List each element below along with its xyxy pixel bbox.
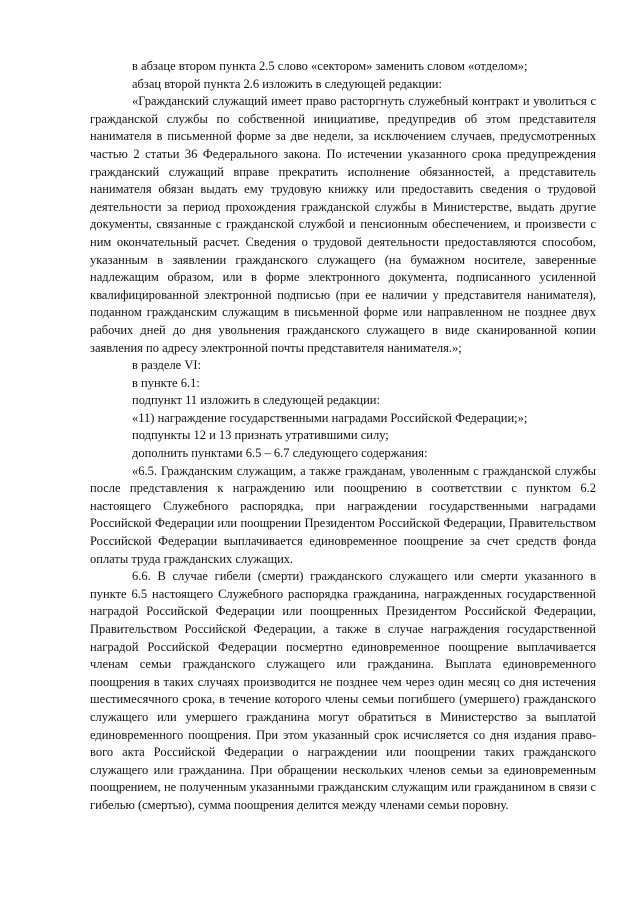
paragraph-add-6-5-6-7: дополнить пунктами 6.5 – 6.7 следующего содержания: [132, 446, 428, 461]
paragraph-section-vi: в разделе VI: [132, 358, 202, 373]
document-page [90, 58, 596, 815]
paragraph-amend-2-5: в абзаце втором пункта 2.5 слово «сектором» заменить словом «отделом»; [132, 59, 528, 73]
paragraph-subpoints-12-13: подпункты 12 и 13 признать утратившими силу; [132, 428, 389, 443]
paragraph-amend-2-6: абзац второй пункта 2.6 изложить в следующей редакции: [132, 76, 442, 91]
paragraph-quote-6-5: «6.5. Гражданским служащим, а также гражданам, уволенным с гражданской службы после представления к награждению или поощрению в соответствии с пунктом 6.2 настоящего Служебного распорядка, при награждении государственными наградами Российской Федерации или поощрении Президентом Российской Федерации, Правительством Российской Федерации выплачивается единовременное поощрение за счет средств фонда оплаты труда гражданских служащих. [90, 463, 596, 566]
paragraph-point-6-1: в пункте 6.1: [132, 375, 200, 390]
paragraph-subpoint-11: подпункт 11 изложить в следующей редакции: [132, 393, 380, 408]
paragraph-quote-dismissal: «Гражданский служащий имеет право расторгнуть служебный контракт и уволиться с гражданской службы по собственной инициативе, предупредив об этом представителя нанимателя в письменной форме за две недели, за исключением случаев, предусмотренных частью 2 статьи 36 Федерального закона. По истечении указанного срока предупреждения гражданский служащий вправе прекратить исполнение обязанностей, а представитель нанимателя обязан выдать ему трудовую книжку или предоставить сведения о трудовой деятельности за период прохождения гражданской службы в Министерстве, выдать другие документы, связанные с гражданской службой и пенсионным обеспечением, и произвести с ним окончательный расчет. Сведения о трудовой деятельности предоставляются способом, указанным в заявлении гражданского служащего (на бумажном носителе, заверенные надлежащим образом, или в форме электронного документа, подписанного усиленной квалифицированной электронной подписью (при ее наличии у представителя нанимателя), поданном гражданским служащим в письменной форме или направленном не позднее двух рабочих дней до дня увольнения гражданского служащего в виде сканированной копии заявления по адресу электронной почты представителя нанимателя.»; [90, 94, 596, 355]
paragraph-quote-subpoint-11: «11) награждение государственными наградами Российской Федерации;»; [132, 410, 528, 425]
paragraph-6-6: 6.6. В случае гибели (смерти) гражданского служащего или смерти указанного в пункте 6.5 настоящего Служебного распорядка гражданина, награжденных государственной наградой Российской Федерации или поощренных Президентом Российской Федерации, Правительством Российской Федерации, а также в случае награждения государственной наградой Российской Федерации посмертно единовременное поощрение выплачивается членам семьи гражданского служащего или гражданина. Выплата единовременного поощрения в таких случаях производится не позднее чем через один месяц со дня истечения шестимесячного срока, в течение которого члены семьи погибшего (умершего) гражданского служащего или умершего гражданина могут обратиться в Министерство за выплатой единовременного поощрения. При этом указанный срок исчисляется со дня издания правового акта Российской Федерации о награждении или поощрении таких гражданского служащего или гражданина. При обращении нескольких членов семьи за единовременным поощрением, не полученным указанными гражданским служащим или гражданином в связи с гибелью (смертью), сумма поощрения делится между членами семьи поровну. [90, 569, 596, 812]
